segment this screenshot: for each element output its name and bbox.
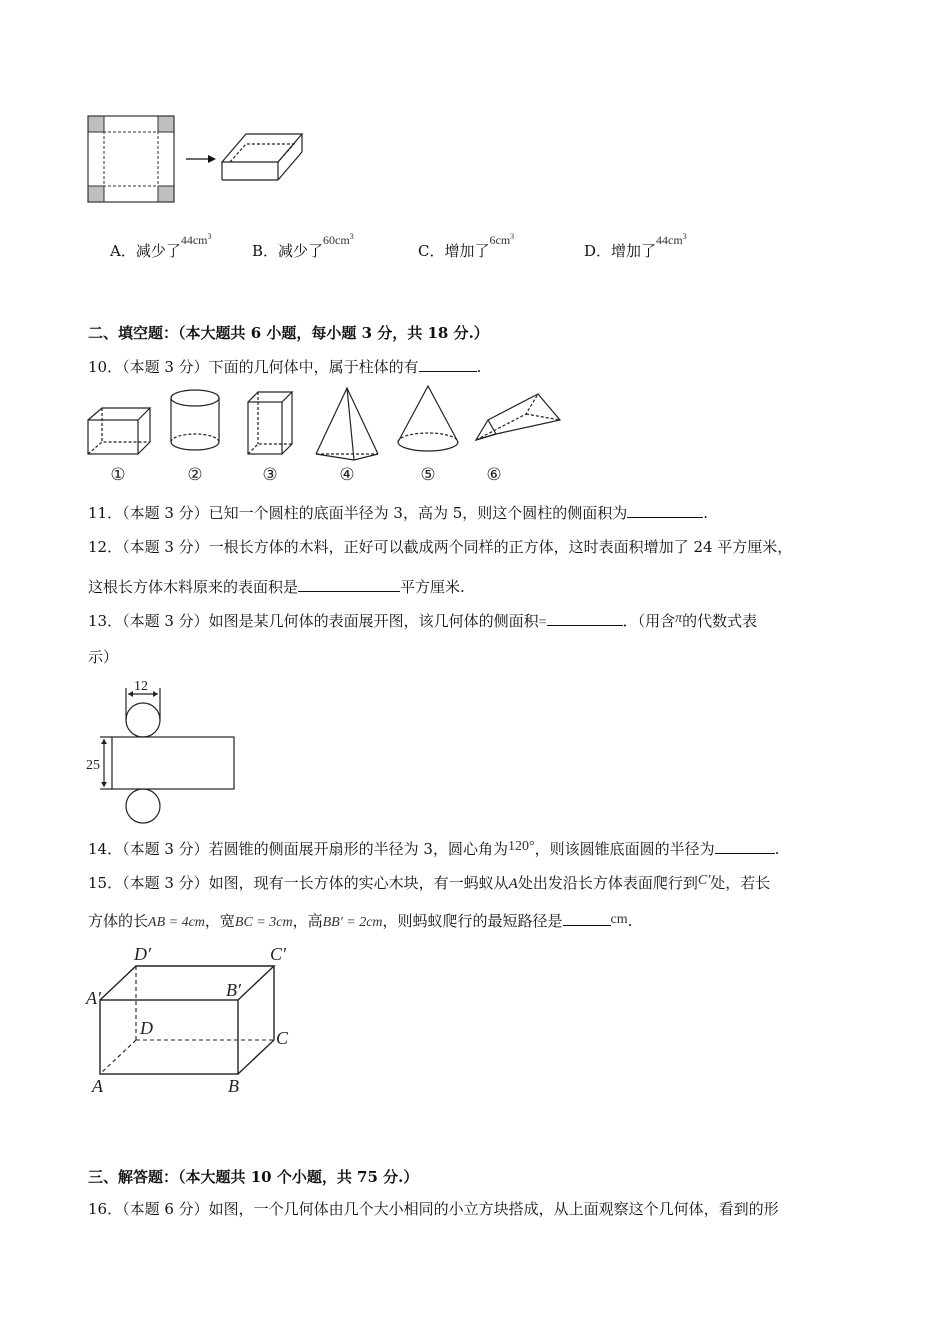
q9-box (222, 134, 302, 180)
vertex-d: D (140, 1018, 153, 1038)
q13-bottom-circle (126, 789, 160, 823)
q11-text: 11．（本题 3 分）已知一个圆柱的底面半径为 3，高为 5，则这个圆柱的侧面积为 . (88, 504, 709, 522)
vertex-b: B (228, 1076, 239, 1096)
q15-line2: 方体的长AB = 4cm，宽BC = 3cm，高BB′ = 2cm，则蚂蚁爬行的最短路径是 cm. (88, 912, 633, 930)
q9-option-a: A．减少了$^{44cm^3}$ (110, 232, 212, 260)
vertex-a-prime: A′ (86, 988, 101, 1008)
section2-title: 二、填空题：（本大题共 6 小题，每小题 3 分，共 18 分.） (88, 324, 489, 342)
solid-label-3: ③ (262, 465, 278, 484)
q14-text: 14．（本题 3 分）若圆锥的侧面展开扇形的半径为 3，圆心角为120°，则该圆锥底面圆的半径为 . (88, 839, 780, 858)
q9-option-d: D．增加了$^{44cm^3}$ (584, 232, 687, 260)
q12-line2: 这根长方体木料原来的表面积是 平方厘米. (88, 578, 465, 596)
vertex-d-prime: D′ (134, 944, 151, 964)
vertex-a: A (92, 1076, 103, 1096)
q15-line1: 15．（本题 3 分）如图，现有一长方体的实心木块，有一蚂蚁从A处出发沿长方体表面爬行到C′处，若长 (88, 873, 771, 892)
q9-corner-tl (88, 116, 104, 132)
solid-label-5: ⑤ (420, 465, 436, 484)
solid-2-cylinder (171, 390, 219, 450)
solid-1-cuboid (88, 408, 150, 454)
q9-corner-tr (158, 116, 174, 132)
solid-3-box (248, 392, 292, 454)
solid-6-tri-prism (476, 394, 560, 440)
solid-label-6: ⑥ (486, 465, 502, 484)
q9-corner-bl (88, 186, 104, 202)
vertex-b-prime: B′ (226, 980, 241, 1000)
q9-figure (86, 114, 326, 206)
solid-label-4: ④ (339, 465, 355, 484)
q13-dim-left: 25 (86, 758, 100, 773)
solid-label-1: ① (110, 465, 126, 484)
q12-line1: 12．（本题 3 分）一根长方体的木料，正好可以截成两个同样的正方体，这时表面积增加了 24 平方厘米， (88, 538, 793, 556)
q9-option-b: B．减少了$^{60cm^3}$ (252, 232, 354, 260)
solid-label-2: ② (187, 465, 203, 484)
q9-corner-br (158, 186, 174, 202)
q9-option-c: C．增加了$^{6cm^3}$ (418, 232, 515, 260)
solid-4-pyramid (316, 388, 378, 460)
q16-text: 16．（本题 6 分）如图，一个几何体由几个大小相同的小立方块搭成，从上面观察这个几何体，看到的形 (88, 1200, 779, 1218)
section3-title: 三、解答题：（本大题共 10 个小题，共 75 分.） (88, 1168, 419, 1186)
solid-5-cone (398, 386, 458, 451)
q13-top-circle (126, 703, 160, 737)
q13-lateral-rect (112, 737, 234, 789)
vertex-c: C (276, 1028, 289, 1048)
q13-line2: 示） (88, 648, 119, 666)
q15-cuboid-figure (84, 942, 300, 1096)
q10-solids-figure (84, 384, 570, 488)
q13-net-figure (84, 676, 240, 824)
q10-text: 10．（本题 3 分）下面的几何体中，属于柱体的有 . (88, 358, 482, 376)
vertex-c-prime: C′ (270, 944, 286, 964)
q13-line1: 13．（本题 3 分）如图是某几何体的表面展开图，该几何体的侧面积= ．（用含π的代数式表 (88, 611, 758, 630)
q13-dim-top: 12 (134, 679, 148, 694)
